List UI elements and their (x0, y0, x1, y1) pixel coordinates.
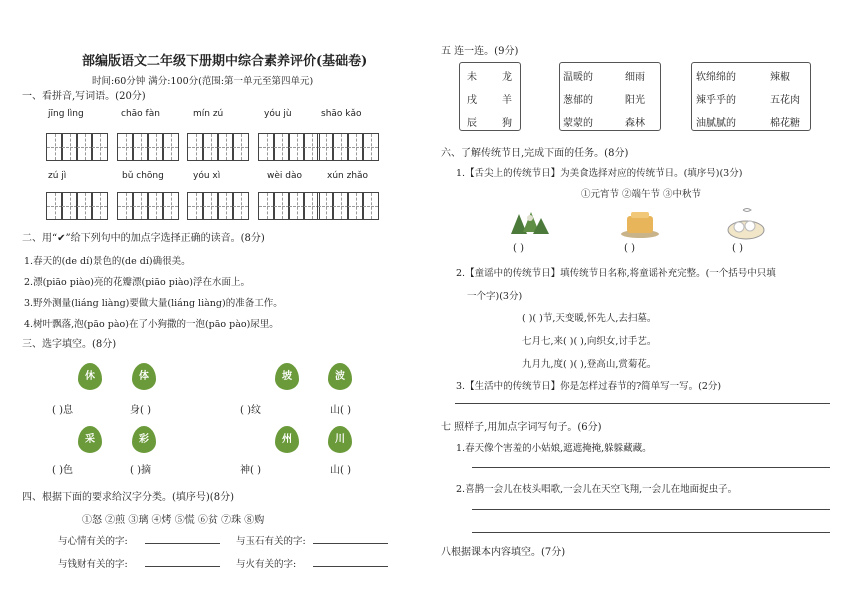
answer-paren[interactable]: ( ) (624, 243, 635, 254)
answer-line[interactable] (472, 509, 830, 510)
match-left: 油腻腻的 (696, 118, 736, 129)
festival-options: ①元宵节 ②端午节 ③中秋节 (581, 189, 702, 200)
q4-label: 与火有关的字: (236, 559, 297, 570)
q2-item[interactable]: 3.野外测量(liáng liàng)要做大量(liáng liàng)的准备工作。 (24, 298, 283, 309)
leaf-icon: 坡 (275, 363, 299, 390)
leaf-icon: 休 (78, 363, 102, 390)
match-right: 森林 (625, 118, 645, 129)
q7-item2: 2.喜鹊一会儿在枝头唱歌,一会儿在天空飞翔,一会儿在地面捉虫子。 (456, 484, 738, 495)
fill-blank[interactable]: 山( ) (330, 405, 351, 416)
rhyme-line[interactable]: 七月七,来( )( ),向织女,讨手艺。 (522, 336, 657, 347)
leaf-icon: 采 (78, 426, 102, 453)
fill-blank[interactable]: ( )息 (52, 405, 73, 416)
match-left: 软绵绵的 (696, 72, 736, 83)
q7-item1: 1.春天像个害羞的小姑娘,遮遮掩掩,躲躲藏藏。 (456, 443, 652, 454)
answer-line[interactable] (455, 403, 830, 404)
q2-heading: 二、用“✔”给下列句中的加点字选择正确的读音。(8分) (22, 233, 265, 244)
match-left: 葱郁的 (563, 95, 593, 106)
leaf-icon: 波 (328, 363, 352, 390)
match-right: 辣椒 (770, 72, 790, 83)
yuanxiao-icon (617, 206, 663, 240)
q5-heading: 五 连一连。(9分) (441, 46, 519, 57)
q4-heading: 四、根据下面的要求给汉字分类。(填序号)(8分) (22, 492, 234, 503)
q6-heading: 六、了解传统节日,完成下面的任务。(8分) (441, 148, 629, 159)
match-right: 狗 (502, 118, 512, 129)
q6-item2: 2.【童谣中的传统节日】填传统节日名称,将童谣补充完整。(一个括号中只填 (456, 268, 776, 279)
match-left: 辰 (467, 118, 477, 129)
match-right: 阳光 (625, 95, 645, 106)
pinyin: shāo kǎo (321, 109, 362, 119)
match-right: 细雨 (625, 72, 645, 83)
match-right: 五花肉 (770, 95, 800, 106)
pinyin: mín zú (193, 109, 224, 119)
leaf-icon: 州 (275, 426, 299, 453)
answer-line[interactable] (313, 566, 388, 567)
page-title: 部编版语文二年级下册期中综合素养评价(基础卷) (82, 54, 368, 69)
q4-label: 与玉石有关的字: (236, 536, 306, 547)
mooncake-icon (723, 206, 769, 240)
q4-chars: ①怒 ②煎 ③璃 ④烤 ⑤慌 ⑥贫 ⑦珠 ⑧购 (82, 515, 265, 526)
pinyin: zú jì (48, 171, 67, 181)
fill-blank[interactable]: 山( ) (330, 465, 351, 476)
leaf-icon: 体 (132, 363, 156, 390)
match-left: 戌 (467, 95, 477, 106)
pinyin: wèi dào (267, 171, 302, 181)
match-left: 未 (467, 72, 477, 83)
q3-heading: 三、选字填空。(8分) (22, 339, 117, 350)
pinyin: bǔ chōng (122, 171, 164, 181)
answer-paren[interactable]: ( ) (513, 243, 524, 254)
q2-item[interactable]: 4.树叶飘落,泡(pāo pào)在了小狗撒的一泡(pāo pào)尿里。 (24, 319, 279, 330)
leaf-icon: 川 (328, 426, 352, 453)
q7-heading: 七 照样子,用加点字词写句子。(6分) (441, 422, 602, 433)
answer-line[interactable] (472, 532, 830, 533)
pinyin: xún zhǎo (327, 171, 369, 181)
rhyme-line[interactable]: 九月九,度( )( ),登高山,赏菊花。 (522, 359, 657, 370)
fill-blank[interactable]: ( )色 (52, 465, 73, 476)
match-left: 辣乎乎的 (696, 95, 736, 106)
q6-item1: 1.【舌尖上的传统节日】为美食选择对应的传统节日。(填序号)(3分) (456, 168, 743, 179)
q6-item3: 3.【生活中的传统节日】你是怎样过春节的?简单写一写。(2分) (456, 381, 722, 392)
match-right: 龙 (502, 72, 512, 83)
exam-info: 时间:60分钟 满分:100分(范围:第一单元至第四单元) (92, 76, 314, 87)
leaf-icon: 彩 (132, 426, 156, 453)
match-left: 温暖的 (563, 72, 593, 83)
q4-label: 与心情有关的字: (58, 536, 128, 547)
fill-blank[interactable]: 神( ) (240, 465, 261, 476)
q2-item[interactable]: 1.春天的(de dí)景色的(de dí)确很美。 (24, 256, 191, 267)
pinyin: yóu xì (193, 171, 221, 181)
pinyin: yóu jù (264, 109, 292, 119)
zongzi-icon (505, 206, 551, 240)
q2-item[interactable]: 2.漂(piāo piào)亮的花瓣漂(piāo piào)浮在水面上。 (24, 277, 250, 288)
fill-blank[interactable]: 身( ) (130, 405, 151, 416)
pinyin: jīng lìng (48, 109, 84, 119)
pinyin: chāo fàn (121, 109, 160, 119)
answer-line[interactable] (472, 467, 830, 468)
q1-heading: 一、看拼音,写词语。(20分) (22, 91, 146, 102)
q8-heading: 八根据课本内容填空。(7分) (441, 547, 566, 558)
fill-blank[interactable]: ( )纹 (240, 405, 261, 416)
answer-line[interactable] (145, 543, 220, 544)
match-right: 棉花糖 (770, 118, 800, 129)
match-left: 蒙蒙的 (563, 118, 593, 129)
q4-label: 与钱财有关的字: (58, 559, 128, 570)
match-right: 羊 (502, 95, 512, 106)
answer-line[interactable] (145, 566, 220, 567)
q6-item2-cont: 一个字)(3分) (467, 291, 523, 302)
answer-line[interactable] (313, 543, 388, 544)
fill-blank[interactable]: ( )摘 (130, 465, 151, 476)
answer-paren[interactable]: ( ) (732, 243, 743, 254)
rhyme-line[interactable]: ( )( )节,天变暖,怀先人,去扫墓。 (522, 313, 657, 324)
